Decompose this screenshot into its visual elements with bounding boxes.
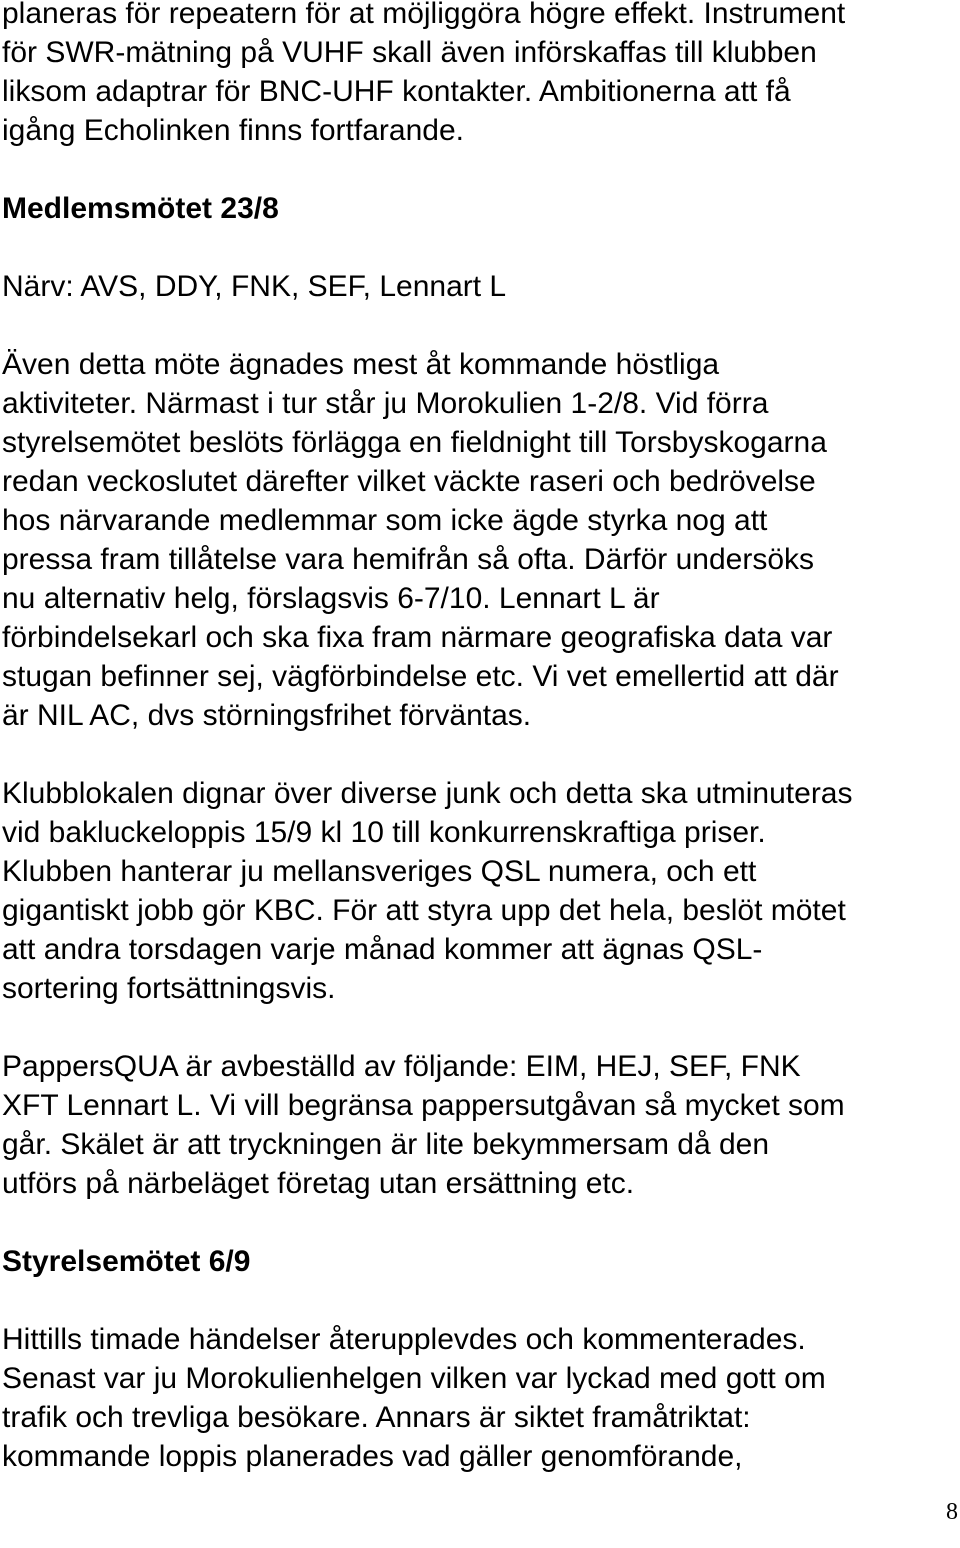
text-line: går. Skälet är att tryckningen är lite bekymmersam då den xyxy=(2,1128,770,1161)
heading-text: Medlemsmötet 23/8 xyxy=(2,192,279,225)
intro-paragraph xyxy=(2,0,958,150)
text-line: är NIL AC, dvs störningsfrihet förväntas. xyxy=(2,699,532,732)
text-line: att andra torsdagen varje månad kommer att ägnas QSL- xyxy=(2,933,763,966)
paragraph-gap xyxy=(2,228,958,267)
clubroom-paragraph xyxy=(2,774,958,1008)
text-line: för SWR-mätning på VUHF skall även införskaffas till klubben xyxy=(2,36,817,69)
text-line: utförs på närbeläget företag utan ersättning etc. xyxy=(2,1167,635,1200)
text-line: Hittills timade händelser återupplevdes och kommenterades. xyxy=(2,1323,806,1356)
text-line: aktiviteter. Närmast i tur står ju Morokulien 1-2/8. Vid förra xyxy=(2,387,769,420)
text-line: Klubben hanterar ju mellansveriges QSL numera, och ett xyxy=(2,855,757,888)
board-body-paragraph xyxy=(2,1320,958,1476)
heading-text: Styrelsemötet 6/9 xyxy=(2,1245,251,1278)
text-line: Klubblokalen dignar över diverse junk och detta ska utminuteras xyxy=(2,777,853,810)
attendees-line xyxy=(2,267,958,306)
paragraph-gap xyxy=(2,1281,958,1320)
text-line: styrelsemötet beslöts förlägga en fieldnight till Torsbyskogarna xyxy=(2,426,827,459)
text-line: XFT Lennart L. Vi vill begränsa pappersutgåvan så mycket som xyxy=(2,1089,845,1122)
text-line: kommande loppis planerades vad gäller genomförande, xyxy=(2,1440,743,1473)
text-line: igång Echolinken finns fortfarande. xyxy=(2,114,464,147)
text-line: Även detta möte ägnades mest åt kommande höstliga xyxy=(2,348,720,381)
meeting-body-paragraph xyxy=(2,345,958,735)
paragraph-gap xyxy=(2,306,958,345)
text-line: sortering fortsättningsvis. xyxy=(2,972,336,1005)
section-heading-medlemsmotet xyxy=(2,189,958,228)
pappersqua-paragraph xyxy=(2,1047,958,1203)
text-line: planeras för repeatern för at möjliggöra högre effekt. Instrument xyxy=(2,0,846,30)
text-line: Senast var ju Morokulienhelgen vilken var lyckad med gott om xyxy=(2,1362,826,1395)
text-line: nu alternativ helg, förslagsvis 6-7/10. Lennart L är xyxy=(2,582,660,615)
text-line: redan veckoslutet därefter vilket väckte raseri och bedrövelse xyxy=(2,465,816,498)
text-line: förbindelsekarl och ska fixa fram närmare geografiska data var xyxy=(2,621,833,654)
document-page xyxy=(2,0,958,1476)
text-line: vid bakluckeloppis 15/9 kl 10 till konkurrenskraftiga priser. xyxy=(2,816,766,849)
section-heading-styrelsemotet xyxy=(2,1242,958,1281)
attendees-text: Närv: AVS, DDY, FNK, SEF, Lennart L xyxy=(2,270,507,303)
text-line: hos närvarande medlemmar som icke ägde styrka nog att xyxy=(2,504,768,537)
text-line: PappersQUA är avbeställd av följande: EIM, HEJ, SEF, FNK xyxy=(2,1050,801,1083)
page-number: 8 xyxy=(946,1499,958,1525)
paragraph-gap xyxy=(2,1008,958,1047)
text-line: liksom adaptrar för BNC-UHF kontakter. Ambitionerna att få xyxy=(2,75,791,108)
text-line: trafik och trevliga besökare. Annars är siktet framåtriktat: xyxy=(2,1401,751,1434)
text-line: stugan befinner sej, vägförbindelse etc. Vi vet emellertid att där xyxy=(2,660,839,693)
paragraph-gap xyxy=(2,150,958,189)
text-line: gigantiskt jobb gör KBC. För att styra upp det hela, beslöt mötet xyxy=(2,894,846,927)
text-line: pressa fram tillåtelse vara hemifrån så ofta. Därför undersöks xyxy=(2,543,815,576)
paragraph-gap xyxy=(2,735,958,774)
paragraph-gap xyxy=(2,1203,958,1242)
